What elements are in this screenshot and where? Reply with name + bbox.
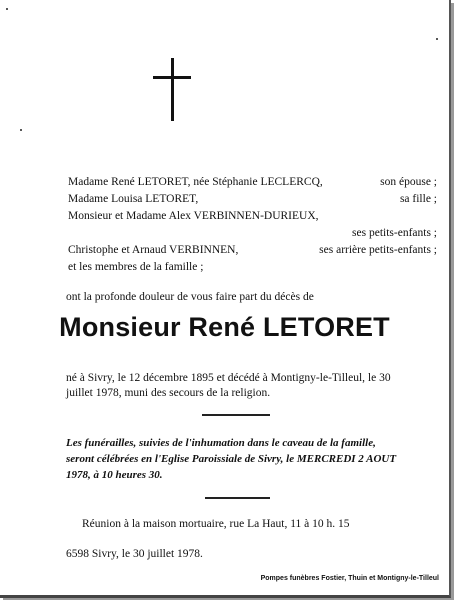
family-name-4: Christophe et Arnaud VERBINNEN, bbox=[68, 244, 239, 256]
family-name-3: Monsieur et Madame Alex VERBINNEN-DURIEUX, bbox=[68, 210, 319, 222]
family-name-2: Madame Louisa LETORET, bbox=[68, 193, 199, 205]
family-relation-2: sa fille ; bbox=[399, 193, 437, 205]
printer-credit: Pompes funèbres Fostier, Thuin et Montigny-le-Tilleul bbox=[260, 575, 439, 582]
speck bbox=[20, 129, 22, 131]
divider bbox=[205, 497, 270, 499]
deceased-name: Monsieur René LETORET bbox=[59, 312, 390, 342]
reunion-text: Réunion à la maison mortuaire, rue La Haut, 11 à 10 h. 15 bbox=[82, 518, 350, 530]
place-date: 6598 Sivry, le 30 juillet 1978. bbox=[66, 548, 203, 560]
funeral-line-3: 1978, à 10 heures 30. bbox=[66, 469, 163, 481]
divider bbox=[202, 414, 270, 416]
speck bbox=[6, 8, 8, 10]
funeral-line-2: seront célébrées en l'Eglise Paroissiale de Sivry, le MERCREDI 2 AOUT bbox=[66, 453, 397, 465]
bio-line-2: juillet 1978, muni des secours de la religion. bbox=[66, 387, 271, 399]
funeral-line-1: Les funérailles, suivies de l'inhumation dans le caveau de la famille, bbox=[66, 437, 376, 449]
announcement-text: ont la profonde douleur de vous faire part du décès de bbox=[66, 291, 314, 303]
family-name-1: Madame René LETORET, née Stéphanie LECLERCQ, bbox=[68, 176, 323, 188]
speck bbox=[436, 38, 438, 40]
bio-line-1: né à Sivry, le 12 décembre 1895 et décédé à Montigny-le-Tilleul, le 30 bbox=[66, 372, 391, 384]
family-relation-3: ses petits-enfants ; bbox=[352, 227, 437, 239]
family-relation-1: son épouse ; bbox=[380, 176, 437, 188]
family-name-5: et les membres de la famille ; bbox=[68, 261, 204, 273]
family-relation-4: ses arrière petits-enfants ; bbox=[319, 244, 437, 256]
